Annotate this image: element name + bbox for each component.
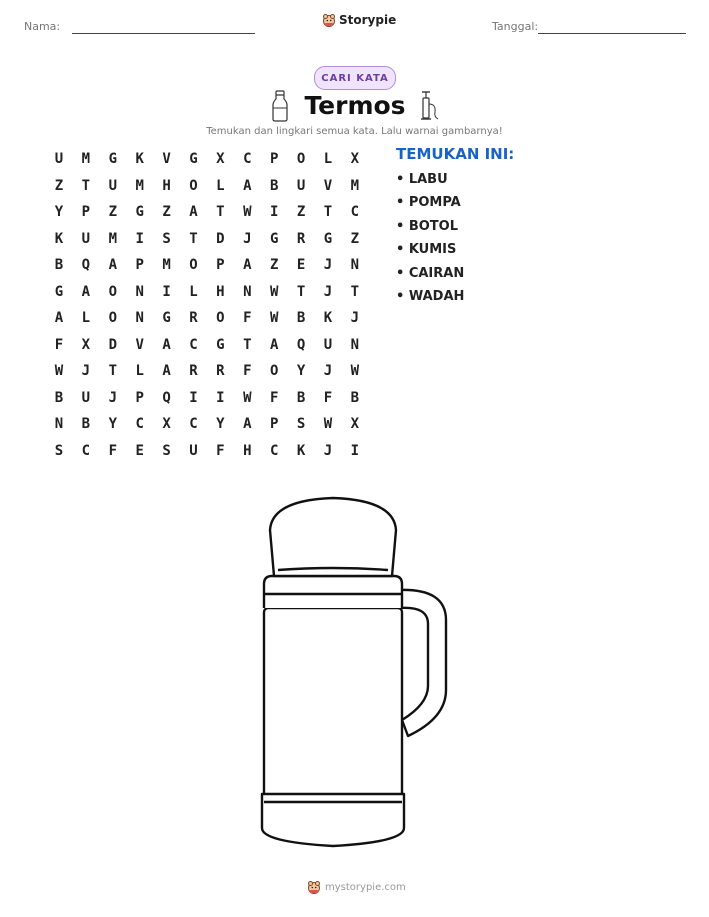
grid-cell[interactable]: T bbox=[350, 283, 360, 300]
grid-cell[interactable]: X bbox=[216, 151, 225, 167]
date-label: Tanggal: bbox=[492, 20, 539, 33]
grid-cell[interactable]: X bbox=[162, 416, 171, 432]
grid-cell[interactable]: C bbox=[243, 151, 252, 167]
word-list bbox=[396, 171, 464, 311]
grid-cell[interactable]: T bbox=[323, 204, 333, 220]
grid-cell[interactable]: N bbox=[54, 416, 64, 432]
grid-cell[interactable]: B bbox=[54, 257, 64, 273]
grid-cell[interactable]: F bbox=[108, 442, 118, 459]
grid-cell[interactable]: J bbox=[323, 442, 333, 459]
storypie-logo-icon bbox=[307, 880, 321, 894]
grid-cell[interactable]: W bbox=[54, 363, 64, 379]
grid-cell[interactable]: I bbox=[350, 442, 360, 459]
grid-cell[interactable]: R bbox=[296, 230, 306, 247]
grid-cell[interactable]: A bbox=[54, 310, 64, 326]
grid-cell[interactable]: S bbox=[54, 442, 64, 459]
grid-cell[interactable]: G bbox=[54, 283, 64, 300]
find-title: TEMUKAN INI: bbox=[396, 145, 515, 163]
grid-cell[interactable]: U bbox=[108, 177, 118, 194]
grid-cell[interactable]: I bbox=[269, 204, 279, 220]
grid-cell[interactable]: F bbox=[243, 310, 252, 326]
grid-cell[interactable]: G bbox=[135, 204, 144, 220]
date-line[interactable] bbox=[538, 33, 686, 34]
grid-cell[interactable]: U bbox=[81, 389, 91, 406]
grid-cell[interactable]: K bbox=[54, 230, 64, 247]
list-item: • WADAH bbox=[396, 288, 465, 304]
grid-cell[interactable]: L bbox=[81, 310, 91, 326]
grid-cell[interactable]: K bbox=[296, 442, 306, 459]
grid-cell[interactable]: C bbox=[350, 204, 360, 220]
grid-cell[interactable]: K bbox=[135, 151, 144, 167]
grid-cell[interactable]: U bbox=[296, 177, 306, 194]
footer bbox=[307, 880, 406, 894]
grid-cell[interactable]: A bbox=[162, 336, 171, 353]
grid-cell[interactable]: M bbox=[162, 257, 171, 273]
grid-cell[interactable]: J bbox=[108, 389, 118, 406]
grid-cell[interactable]: T bbox=[108, 363, 118, 379]
grid-cell[interactable]: E bbox=[135, 442, 144, 459]
grid-cell[interactable]: Z bbox=[269, 257, 279, 273]
grid-cell[interactable]: W bbox=[269, 310, 279, 326]
grid-cell[interactable]: P bbox=[269, 416, 279, 432]
grid-cell[interactable]: O bbox=[296, 151, 306, 167]
grid-cell[interactable]: G bbox=[108, 151, 118, 167]
grid-cell[interactable]: A bbox=[269, 336, 279, 353]
grid-cell[interactable]: L bbox=[216, 177, 225, 194]
grid-cell[interactable]: X bbox=[81, 336, 91, 353]
grid-cell[interactable]: U bbox=[81, 230, 91, 247]
grid-cell[interactable]: Z bbox=[108, 204, 118, 220]
milk-bottle-icon bbox=[270, 90, 290, 122]
list-item: • CAIRAN bbox=[396, 265, 465, 281]
name-line[interactable] bbox=[72, 33, 255, 34]
grid-cell[interactable]: E bbox=[296, 257, 306, 273]
grid-cell[interactable]: W bbox=[350, 363, 360, 379]
grid-cell[interactable]: H bbox=[243, 442, 252, 459]
grid-cell[interactable]: O bbox=[216, 310, 225, 326]
grid-cell[interactable]: G bbox=[323, 230, 333, 247]
grid-cell[interactable]: F bbox=[323, 389, 333, 406]
grid-cell[interactable]: Y bbox=[216, 416, 225, 432]
name-label: Nama: bbox=[24, 20, 61, 33]
grid-cell[interactable]: R bbox=[216, 363, 225, 379]
grid-cell[interactable]: B bbox=[350, 389, 360, 406]
grid-cell[interactable]: F bbox=[216, 442, 225, 459]
grid-cell[interactable]: V bbox=[323, 177, 333, 194]
grid-cell[interactable]: F bbox=[54, 336, 64, 353]
grid-cell[interactable]: G bbox=[162, 310, 171, 326]
grid-cell[interactable]: L bbox=[189, 283, 198, 300]
grid-cell[interactable]: I bbox=[216, 389, 225, 406]
grid-cell[interactable]: A bbox=[243, 177, 252, 194]
grid-cell[interactable]: B bbox=[54, 389, 64, 406]
grid-cell[interactable]: G bbox=[269, 230, 279, 247]
grid-cell[interactable]: A bbox=[108, 257, 118, 273]
grid-cell[interactable]: U bbox=[54, 151, 64, 167]
grid-cell[interactable]: R bbox=[189, 363, 198, 379]
grid-cell[interactable]: I bbox=[162, 283, 171, 300]
grid-cell[interactable]: S bbox=[162, 442, 171, 459]
grid-cell[interactable]: X bbox=[350, 151, 360, 167]
grid-cell[interactable]: G bbox=[216, 336, 225, 353]
grid-cell[interactable]: Q bbox=[296, 336, 306, 353]
grid-cell[interactable]: P bbox=[81, 204, 91, 220]
grid-cell[interactable]: U bbox=[189, 442, 198, 459]
grid-cell[interactable]: D bbox=[108, 336, 118, 353]
grid-cell[interactable]: T bbox=[81, 177, 91, 194]
grid-cell[interactable]: B bbox=[81, 416, 91, 432]
grid-cell[interactable]: R bbox=[189, 310, 198, 326]
grid-cell[interactable]: Y bbox=[108, 416, 118, 432]
grid-cell[interactable]: A bbox=[189, 204, 198, 220]
grid-cell[interactable]: O bbox=[189, 257, 198, 273]
grid-cell[interactable]: A bbox=[243, 416, 252, 432]
grid-cell[interactable]: T bbox=[296, 283, 306, 300]
grid-cell[interactable]: G bbox=[189, 151, 198, 167]
grid-cell[interactable]: N bbox=[135, 310, 144, 326]
grid-cell[interactable]: C bbox=[189, 416, 198, 432]
grid-cell[interactable]: I bbox=[135, 230, 144, 247]
grid-cell[interactable]: P bbox=[216, 257, 225, 273]
thermos-illustration bbox=[250, 490, 460, 860]
grid-cell[interactable]: W bbox=[269, 283, 279, 300]
grid-cell[interactable]: T bbox=[216, 204, 225, 220]
brand-name: Storypie bbox=[339, 13, 397, 27]
grid-cell[interactable]: T bbox=[243, 336, 252, 353]
list-item: • KUMIS bbox=[396, 242, 457, 258]
grid-cell[interactable]: O bbox=[269, 363, 279, 379]
grid-cell[interactable]: C bbox=[189, 336, 198, 353]
grid-cell[interactable]: Z bbox=[54, 177, 64, 194]
grid-cell[interactable]: B bbox=[269, 177, 279, 194]
grid-cell[interactable]: J bbox=[350, 310, 360, 326]
list-item: • LABU bbox=[396, 172, 448, 187]
grid-cell[interactable]: M bbox=[81, 151, 91, 167]
grid-cell[interactable]: B bbox=[296, 389, 306, 406]
grid-cell[interactable]: N bbox=[350, 336, 360, 353]
grid-cell[interactable]: P bbox=[135, 389, 144, 406]
grid-cell[interactable]: F bbox=[243, 363, 252, 379]
grid-cell[interactable]: K bbox=[323, 310, 333, 326]
category-badge: CARI KATA bbox=[314, 66, 396, 90]
grid-cell[interactable]: J bbox=[323, 257, 333, 273]
grid-cell[interactable]: J bbox=[81, 363, 91, 379]
storypie-logo-icon bbox=[322, 13, 336, 27]
grid-cell[interactable]: A bbox=[81, 283, 91, 300]
grid-cell[interactable]: S bbox=[296, 416, 306, 432]
grid-cell[interactable]: P bbox=[135, 257, 144, 273]
grid-cell[interactable]: J bbox=[243, 230, 252, 247]
grid-cell[interactable]: H bbox=[162, 177, 171, 194]
grid-cell[interactable]: C bbox=[135, 416, 144, 432]
grid-cell[interactable]: L bbox=[323, 151, 333, 167]
grid-cell[interactable]: M bbox=[350, 177, 360, 194]
grid-cell[interactable]: F bbox=[269, 389, 279, 406]
grid-cell[interactable]: Y bbox=[296, 363, 306, 379]
grid-cell[interactable]: M bbox=[108, 230, 118, 247]
grid-cell[interactable]: Q bbox=[81, 257, 91, 273]
instructions: Temukan dan lingkari semua kata. Lalu warnai gambarnya! bbox=[206, 126, 503, 137]
grid-cell[interactable]: W bbox=[243, 204, 252, 220]
grid-cell[interactable]: O bbox=[108, 283, 118, 300]
grid-cell[interactable]: T bbox=[189, 230, 198, 247]
pump-icon bbox=[418, 90, 440, 122]
grid-cell[interactable]: U bbox=[323, 336, 333, 353]
grid-cell[interactable]: N bbox=[243, 283, 252, 300]
list-item: • POMPA bbox=[396, 195, 461, 211]
brand-logo bbox=[322, 13, 396, 27]
grid-cell[interactable]: B bbox=[296, 310, 306, 326]
grid-cell[interactable]: Y bbox=[54, 204, 64, 220]
grid-cell[interactable]: X bbox=[350, 416, 360, 432]
grid-cell[interactable]: V bbox=[135, 336, 144, 353]
grid-cell[interactable]: J bbox=[323, 283, 333, 300]
grid-cell[interactable]: Z bbox=[350, 230, 360, 247]
footer-url[interactable]: mystorypie.com bbox=[325, 881, 406, 893]
grid-cell[interactable]: H bbox=[216, 283, 225, 300]
page-title: Termos bbox=[304, 91, 406, 120]
grid-cell[interactable]: O bbox=[108, 310, 118, 326]
grid-cell[interactable]: N bbox=[350, 257, 360, 273]
grid-cell[interactable]: O bbox=[189, 177, 198, 194]
grid-cell[interactable]: M bbox=[135, 177, 144, 194]
grid-cell[interactable]: N bbox=[135, 283, 144, 300]
grid-cell[interactable]: I bbox=[189, 389, 198, 406]
grid-cell[interactable]: P bbox=[269, 151, 279, 167]
grid-cell[interactable]: A bbox=[162, 363, 171, 379]
grid-cell[interactable]: W bbox=[323, 416, 333, 432]
grid-cell[interactable]: Q bbox=[162, 389, 171, 406]
grid-cell[interactable]: D bbox=[216, 230, 225, 247]
grid-cell[interactable]: L bbox=[135, 363, 144, 379]
grid-cell[interactable]: V bbox=[162, 151, 171, 167]
grid-cell[interactable]: Z bbox=[162, 204, 171, 220]
grid-cell[interactable]: C bbox=[81, 442, 91, 459]
grid-cell[interactable]: C bbox=[269, 442, 279, 459]
grid-cell[interactable]: A bbox=[243, 257, 252, 273]
grid-cell[interactable]: S bbox=[162, 230, 171, 247]
grid-cell[interactable]: J bbox=[323, 363, 333, 379]
list-item: • BOTOL bbox=[396, 218, 458, 234]
grid-cell[interactable]: Z bbox=[296, 204, 306, 220]
grid-cell[interactable]: W bbox=[243, 389, 252, 406]
